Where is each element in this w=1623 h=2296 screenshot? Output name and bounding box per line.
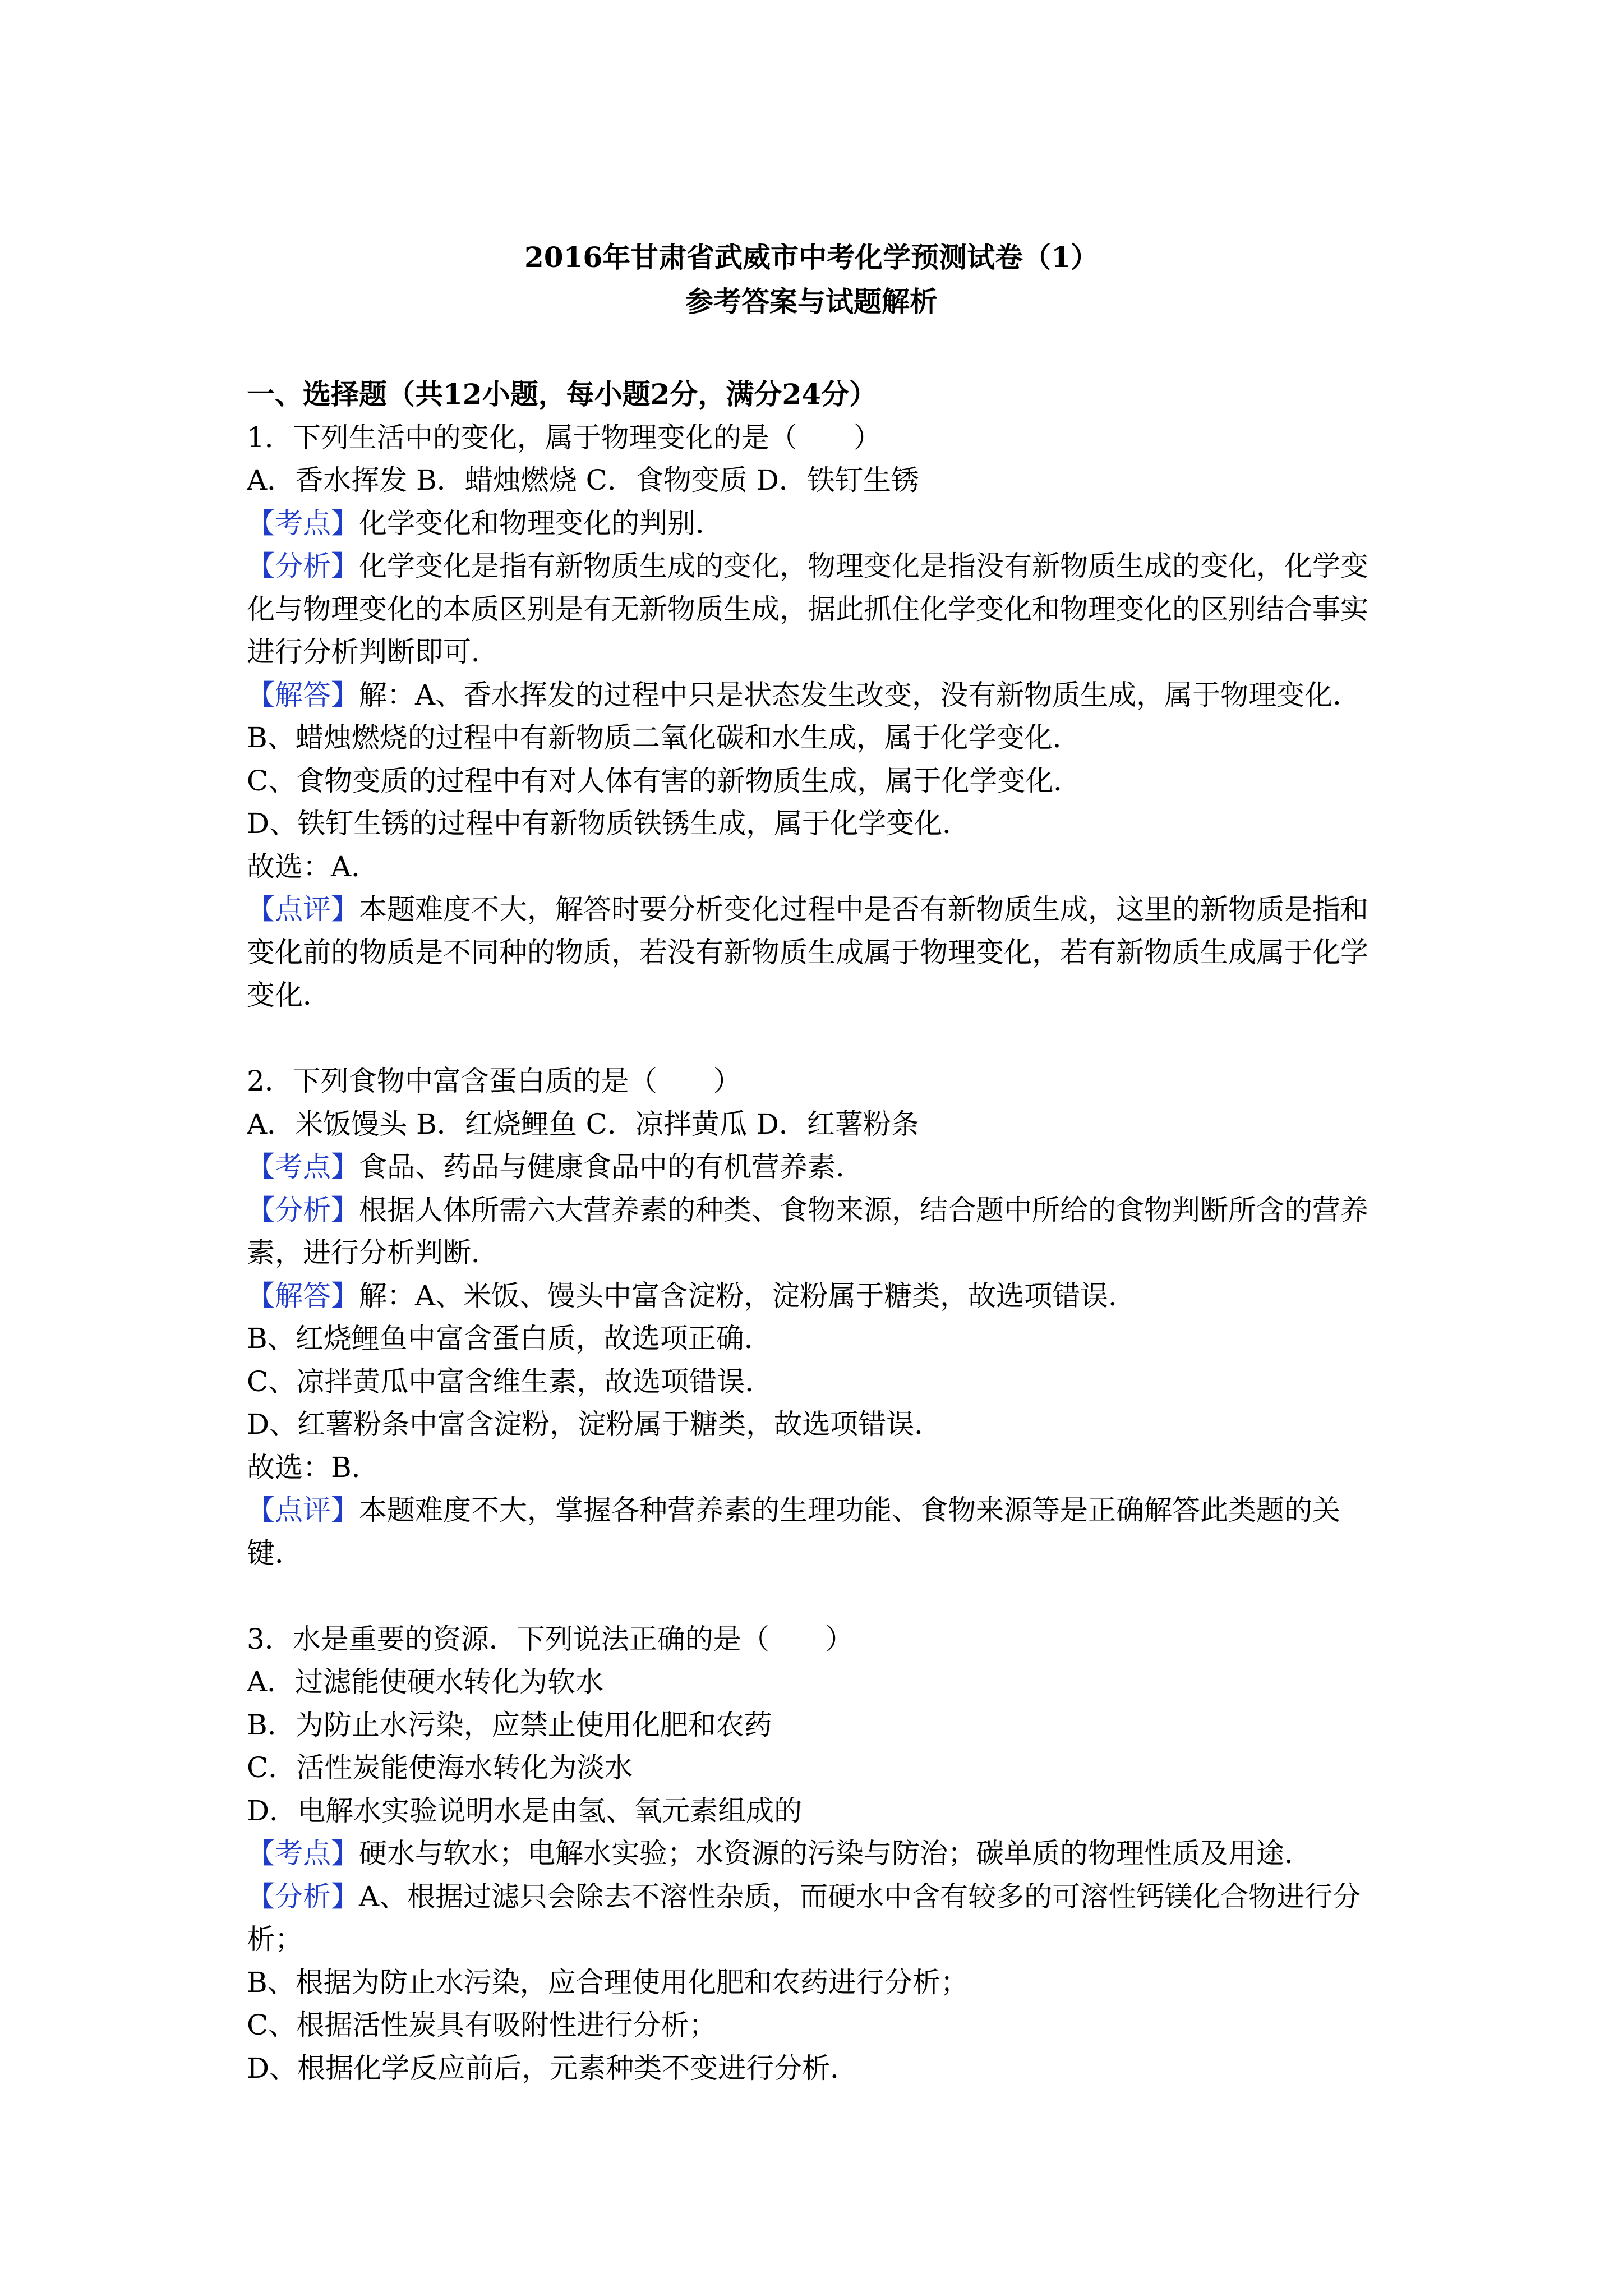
q1-jieda bbox=[247, 674, 1391, 717]
q2-answer: 故选：B． bbox=[247, 1451, 380, 1484]
q3-fenxi-line3: B、根据为防止水污染，应合理使用化肥和农药进行分析； bbox=[247, 1966, 969, 1999]
q3-fenxi-line4: C、根据活性炭具有吸附性进行分析； bbox=[247, 2009, 717, 2041]
q1-fenxi-line3: 进行分析判断即可． bbox=[247, 636, 499, 668]
q2-kaodian bbox=[247, 1145, 1391, 1189]
dianping-tag: 【点评】 bbox=[247, 893, 359, 926]
q1-dianping bbox=[247, 888, 1391, 931]
q2-jieda-line3: C、凉拌黄瓜中富含维生素，故选项错误． bbox=[247, 1365, 773, 1398]
page-title: 2016年甘肃省武威市中考化学预测试卷（1） bbox=[524, 241, 1099, 274]
q1-stem: 1．下列生活中的变化，属于物理变化的是（ ） bbox=[247, 421, 882, 454]
q2-fenxi bbox=[247, 1189, 1391, 1232]
spacer bbox=[247, 1575, 1391, 1618]
q2-jieda-line2: B、红烧鲤鱼中富含蛋白质，故选项正确． bbox=[247, 1322, 772, 1355]
q3-option-b: B．为防止水污染，应禁止使用化肥和农药 bbox=[247, 1708, 772, 1741]
q3-kaodian bbox=[247, 1832, 1391, 1875]
q1-kaodian-text: 化学变化和物理变化的判别． bbox=[359, 507, 723, 540]
q3-kaodian-text: 硬水与软水；电解水实验；水资源的污染与防治；碳单质的物理性质及用途． bbox=[359, 1837, 1312, 1870]
q2-dianping-text: 本题难度不大，掌握各种营养素的生理功能、食物来源等是正确解答此类题的关 bbox=[359, 1494, 1340, 1526]
q1-dianping-line2: 变化前的物质是不同种的物质，若没有新物质生成属于物理变化，若有新物质生成属于化学 bbox=[247, 936, 1368, 969]
q3-stem: 3．水是重要的资源．下列说法正确的是（ ） bbox=[247, 1622, 854, 1655]
document-body bbox=[247, 373, 1391, 2090]
q1-jieda-line2: B、蜡烛燃烧的过程中有新物质二氧化碳和水生成，属于化学变化． bbox=[247, 721, 1081, 754]
q3-fenxi-line5: D、根据化学反应前后，元素种类不变进行分析． bbox=[247, 2051, 859, 2085]
q1-dianping-text: 本题难度不大，解答时要分析变化过程中是否有新物质生成，这里的新物质是指和 bbox=[359, 893, 1368, 926]
fenxi-tag: 【分析】 bbox=[247, 1193, 359, 1226]
q3-option-c: C．活性炭能使海水转化为淡水 bbox=[247, 1751, 633, 1784]
q1-fenxi-line2: 化与物理变化的本质区别是有无新物质生成，据此抓住化学变化和物理变化的区别结合事实 bbox=[247, 592, 1368, 625]
q1-fenxi-text: 化学变化是指有新物质生成的变化，物理变化是指没有新物质生成的变化，化学变 bbox=[359, 550, 1368, 582]
q2-jieda-line4: D、红薯粉条中富含淀粉，淀粉属于糖类，故选项错误． bbox=[247, 1408, 943, 1441]
q2-stem: 2．下列食物中富含蛋白质的是（ ） bbox=[247, 1065, 741, 1097]
q3-option-d: D．电解水实验说明水是由氢、氧元素组成的 bbox=[247, 1794, 803, 1827]
q1-jieda-line4: D、铁钉生锈的过程中有新物质铁锈生成，属于化学变化． bbox=[247, 807, 971, 840]
section-heading: 一、选择题（共12小题，每小题2分，满分24分） bbox=[247, 378, 877, 411]
q1-options: A．香水挥发 B．蜡烛燃烧 C．食物变质 D．铁钉生锈 bbox=[247, 464, 919, 496]
q1-dianping-line3: 变化． bbox=[247, 979, 331, 1011]
spacer bbox=[247, 1017, 1391, 1060]
q2-jieda bbox=[247, 1274, 1391, 1318]
q1-jieda-line3: C、食物变质的过程中有对人体有害的新物质生成，属于化学变化． bbox=[247, 764, 1082, 797]
q2-fenxi-line2: 素，进行分析判断． bbox=[247, 1236, 499, 1269]
jieda-tag: 【解答】 bbox=[247, 1279, 359, 1312]
q2-options: A．米饭馒头 B．红烧鲤鱼 C．凉拌黄瓜 D．红薯粉条 bbox=[247, 1107, 919, 1140]
q2-dianping-line2: 键． bbox=[247, 1536, 303, 1570]
q1-kaodian bbox=[247, 502, 1391, 545]
kaodian-tag: 【考点】 bbox=[247, 1151, 359, 1183]
q1-jieda-text: 解：A、香水挥发的过程中只是状态发生改变，没有新物质生成，属于物理变化． bbox=[359, 678, 1361, 711]
q3-fenxi-text: A、根据过滤只会除去不溶性杂质，而硬水中含有较多的可溶性钙镁化合物进行分 bbox=[359, 1880, 1361, 1913]
q2-kaodian-text: 食品、药品与健康食品中的有机营养素． bbox=[359, 1151, 864, 1183]
q1-fenxi bbox=[247, 545, 1391, 588]
q2-fenxi-text: 根据人体所需六大营养素的种类、食物来源，结合题中所给的食物判断所含的营养 bbox=[359, 1193, 1368, 1226]
q1-answer: 故选：A． bbox=[247, 850, 380, 883]
q3-fenxi-line2: 析； bbox=[247, 1923, 303, 1955]
q3-option-a: A．过滤能使硬水转化为软水 bbox=[247, 1665, 604, 1698]
kaodian-tag: 【考点】 bbox=[247, 1837, 359, 1870]
q2-dianping bbox=[247, 1489, 1391, 1532]
fenxi-tag: 【分析】 bbox=[247, 1880, 359, 1913]
q2-jieda-text: 解：A、米饭、馒头中富含淀粉，淀粉属于糖类，故选项错误． bbox=[359, 1279, 1137, 1312]
page-subtitle: 参考答案与试题解析 bbox=[685, 285, 938, 318]
fenxi-tag: 【分析】 bbox=[247, 550, 359, 582]
dianping-tag: 【点评】 bbox=[247, 1494, 359, 1526]
jieda-tag: 【解答】 bbox=[247, 678, 359, 711]
kaodian-tag: 【考点】 bbox=[247, 507, 359, 540]
q3-fenxi bbox=[247, 1875, 1391, 1918]
